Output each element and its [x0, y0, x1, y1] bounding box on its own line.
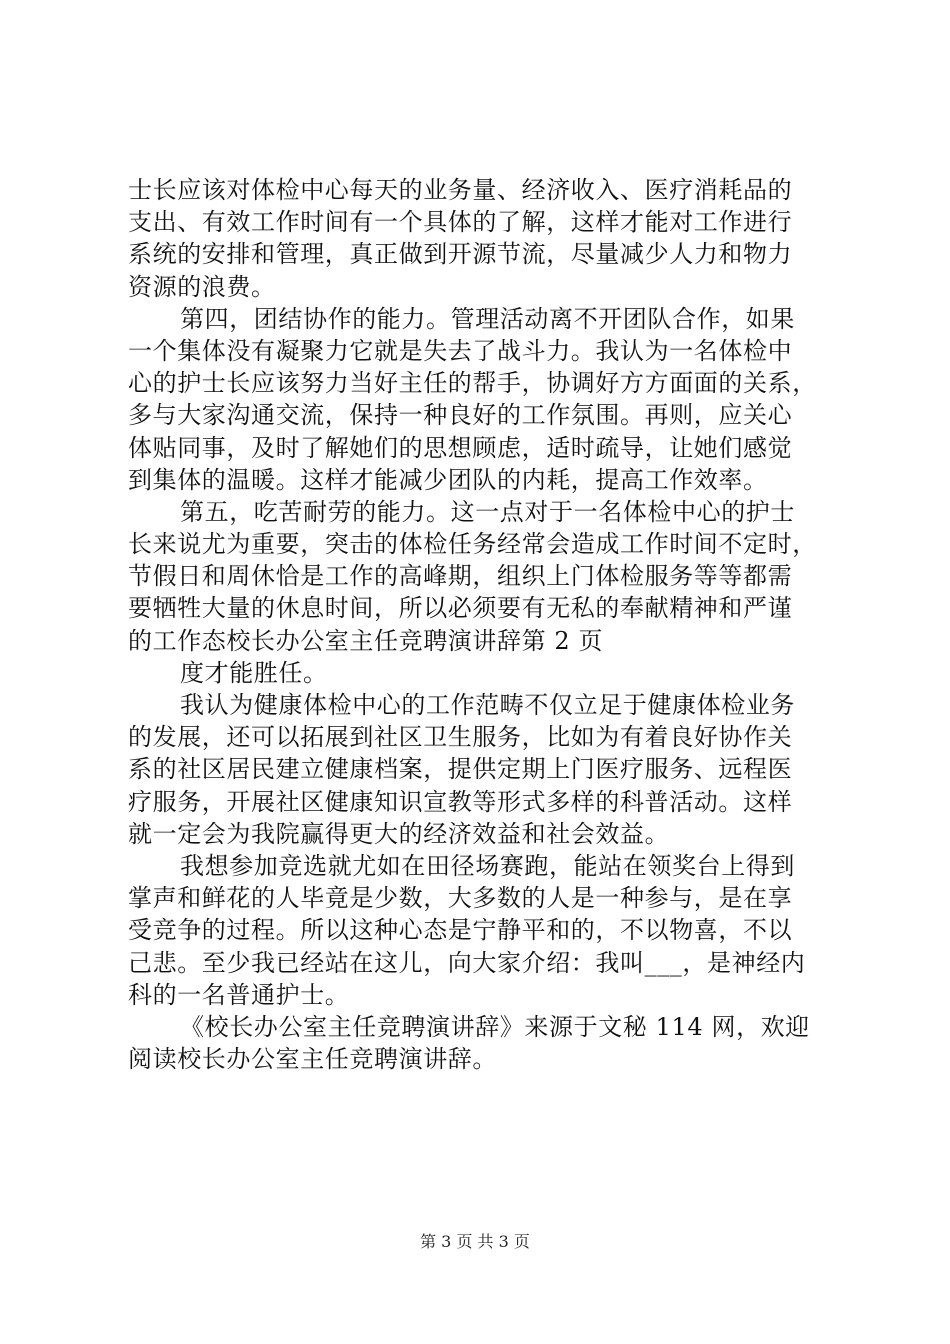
text-line: 掌声和鲜花的人毕竟是少数，大多数的人是一种参与，是在享: [128, 884, 793, 913]
text-line: 的工作态校长办公室主任竞聘演讲辞第 2 页: [128, 626, 604, 655]
text-line: 一个集体没有凝聚力它就是失去了战斗力。我认为一名体检中: [128, 336, 793, 365]
text-line: 我想参加竞选就尤如在田径场赛跑，能站在领奖台上得到: [180, 851, 795, 880]
text-line: 就一定会为我院赢得更大的经济效益和社会效益。: [128, 819, 670, 848]
text-line: 我认为健康体检中心的工作范畴不仅立足于健康体检业务: [180, 691, 795, 719]
text-line: 体贴同事，及时了解她们的思想顾虑，适时疏导，让她们感觉: [128, 433, 793, 462]
text-line: 要牺牲大量的休息时间，所以必须要有无私的奉献精神和严谨: [128, 594, 793, 623]
text-line: 己悲。至少我已经站在这儿，向大家介绍：我叫___，是神经内: [128, 948, 806, 977]
text-line: 心的护士长应该努力当好主任的帮手，协调好方方面面的关系，: [128, 369, 817, 398]
text-line: 《校长办公室主任竞聘演讲辞》来源于文秘 114 网，欢迎: [180, 1012, 810, 1041]
text-line: 受竞争的过程。所以这种心态是宁静平和的，不以物喜，不以: [128, 916, 793, 945]
document-body: [128, 174, 844, 1075]
text-line: 士长应该对体检中心每天的业务量、经济收入、医疗消耗品的: [128, 176, 793, 204]
text-line: 度才能胜任。: [180, 658, 328, 687]
text-line: 节假日和周休恰是工作的高峰期，组织上门体检服务等等都需: [128, 562, 793, 591]
text-line: 多与大家沟通交流，保持一种良好的工作氛围。再则，应关心: [128, 401, 793, 430]
page-footer: 第 3 页 共 3 页: [420, 1232, 530, 1251]
text-line: 阅读校长办公室主任竞聘演讲辞。: [128, 1045, 497, 1074]
text-line: 系的社区居民建立健康档案，提供定期上门医疗服务、远程医: [128, 755, 793, 784]
text-line: 到集体的温暖。这样才能减少团队的内耗，提高工作效率。: [128, 465, 768, 494]
text-line: 第五，吃苦耐劳的能力。这一点对于一名体检中心的护士: [180, 497, 795, 526]
text-line: 的发展，还可以拓展到社区卫生服务，比如为有着良好协作关: [128, 723, 793, 752]
text-line: 第四，团结协作的能力。管理活动离不开团队合作，如果: [180, 304, 795, 333]
text-line: 疗服务，开展社区健康知识宣教等形式多样的科普活动。这样: [128, 787, 793, 816]
text-line: 科的一名普通护士。: [128, 980, 350, 1009]
text-line: 系统的安排和管理，真正做到开源节流，尽量减少人力和物力: [128, 240, 793, 269]
text-line: 支出、有效工作时间有一个具体的了解，这样才能对工作进行: [128, 208, 793, 237]
text-line: 资源的浪费。: [128, 272, 276, 301]
text-line: 长来说尤为重要，突击的体检任务经常会造成工作时间不定时，: [128, 530, 817, 559]
